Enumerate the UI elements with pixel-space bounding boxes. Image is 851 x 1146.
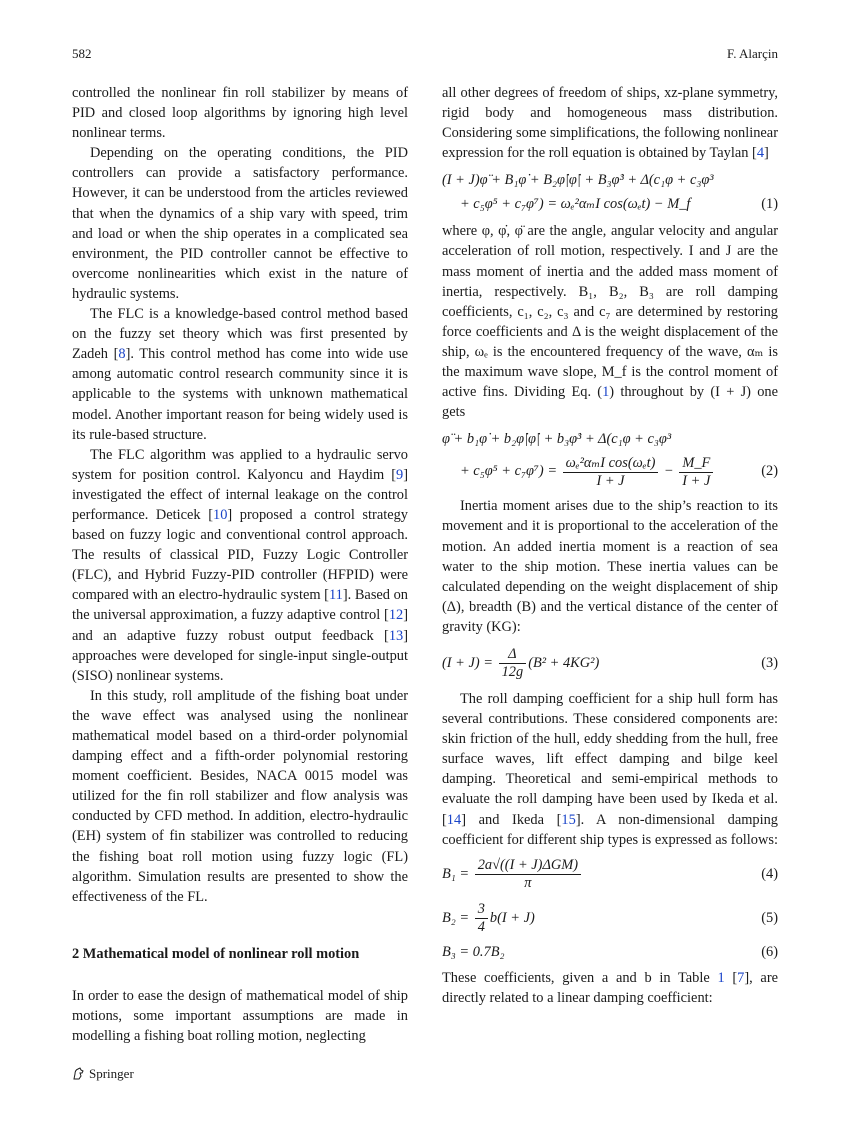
equation-number: (3) [761,654,778,671]
paragraph: all other degrees of freedom of ships, xz-plane symmetry, rigid body and homogeneous mass distribution. Considering some simplifications, the following nonlinear expression for the roll equation is obtained by Taylan [4] [442,85,778,162]
equation-1: (I + J)φ̈ + B₁φ̇ + B₂φ̇|φ̇| + B₃φ̇³ + Δ(c₁φ + c₃φ³ + c₅φ⁵ + c₇φ⁷) = ωₑ²αₘI cos(ωₑt) − M_f (1) [442,168,778,216]
section-heading: 2 Mathematical model of nonlinear roll motion [72,945,360,962]
paragraph: controlled the nonlinear fin roll stabilizer by means of PID and closed loop algorithms by ignoring high level nonlinear terms. [72,85,408,142]
paragraph: These coefficients, given a and b in Table 1 [7], are directly related to a linear damping coefficient: [442,969,778,1006]
paragraph: Inertia moment arises due to the ship’s reaction to its movement and it is proportional to the acceleration of the motion. An added inertia moment is a reaction of sea water to the ship motion. These inertia values can be calculated depending on the weight displacement of ship (Δ), breadth (B) and the vertical distance of the center of gravity (KG): [442,498,778,635]
paragraph: The FLC is a knowledge-based control method based on the fuzzy set theory which was first presented by Zadeh [8]. This control method has come into wide use among automatic control research community since it is applicable to the systems with unknown mathematical model. Another important reason for being widely used is its rule-based structure. [72,306,408,443]
citation-link[interactable]: 7 [737,969,745,986]
right-column [442,83,778,1008]
paragraph: In this study, roll amplitude of the fishing boat under the wave effect was analysed using the nonlinear mathematical model based on a third-order polynomial damping effect and a fifth-order polynomial restoring moment coefficient. Besides, NACA 0015 model was utilized for the fin roll stabilizer and flow analysis was conducted by CFD method. In addition, electro-hydraulic (EH) system of fin stabilizer was controlled to reducing the fishing boat roll motion using fuzzy logic (FL) algorithm. Simulation results are presented to show the effectiveness of the FL. [72,687,408,905]
equation-6: B₃ = 0.7B₂ (6) [442,940,778,964]
citation-link[interactable]: 9 [396,466,404,483]
equation-number: (4) [761,865,778,882]
springer-horse-icon [72,1067,85,1080]
citation-link[interactable]: 15 [561,811,576,828]
paragraph: The roll damping coefficient for a ship hull form has several contributions. These considered components are: skin friction of the hull, eddy shedding from the hull, free surface waves, lift effect damping and bilge keel damping. Theoretical and semi-empirical methods to evaluate the roll damping have been used by Ikeda et al. [14] and Ikeda [15]. A non-dimensional damping coefficient for different ship types is expressed as follows: [442,690,778,848]
citation-link[interactable]: 8 [118,346,126,363]
citation-link[interactable]: 11 [328,587,343,604]
equation-4: B₁ = $\frac{\text{2a√((I + J)ΔGM)}}{\pi}$ (4) [442,854,778,894]
left-column [72,83,408,1046]
paragraph: Depending on the operating conditions, the PID controllers can provide a satisfactory performance. However, it can be understood from the articles reviewed that when the dynamics of a ship vary with speed, trim and load or when the ship operates in a complicated sea environment, the PID controller cannot be effective to overcome nonlinearities which exist in the nature of hydraulic systems. [72,145,408,302]
equation-5: B₂ = $\frac{3}{4}$ b(I + J) (5) [442,898,778,938]
running-header [72,46,778,64]
footer [72,1066,134,1082]
citation-link[interactable]: 1 [717,969,725,986]
publisher-name: Springer [89,1066,134,1081]
equation-3: (I + J) = $\frac{\Delta}{12g}$ (B² + 4KG²) (3) [442,643,778,683]
paragraph: In order to ease the design of mathematical model of ship motions, some important assumptions are made in modelling a fishing boat rolling motion, neglecting [72,987,408,1045]
equation-number: (2) [761,463,778,480]
citation-link[interactable]: 10 [213,506,228,523]
citation-link[interactable]: 1 [602,384,610,401]
citation-link[interactable]: 14 [446,811,462,828]
equation-number: (1) [761,196,778,213]
equation-number: (5) [761,909,778,926]
equation-2: φ̈ + b₁φ̇ + b₂φ̇|φ̇| + b₃φ̇³ + Δ(c₁φ + c₃φ³ + c₅φ⁵ + c₇φ⁷) = $\frac{\text{ωₑ²αₘI cos(ωₑt)}}{I + J}$ − $\frac{M\_F}{I + J}$ (2) [442,427,778,491]
citation-link[interactable]: 4 [756,145,765,162]
running-author: F. Alarçin [727,46,778,61]
paragraph: The FLC algorithm was applied to a hydraulic servo system for position control. Kalyoncu and Haydim [9] investigated the effect of internal leakage on the control performance. Deticek [10] proposed a control strategy based on fuzzy logic and conventional control approach. The results of classical PID, Fuzzy Logic Controller (FLC), and Hybrid Fuzzy-PID controller (HFPID) were compared with an electro-hydraulic system [11]. Based on the universal approximation, a fuzzy adaptive control [12] and an adaptive fuzzy robust output feedback [13] approaches were developed for single-input single-output (SISO) nonlinear systems. [72,446,409,684]
citation-link[interactable]: 12 [388,607,404,624]
paragraph: where φ, φ̇, φ̈ are the angle, angular velocity and angular acceleration of roll motion, respectively. I and J are the mass moment of inertia and the added mass moment of inertia, respectively. B₁, B₂, B₃ are roll damping coefficients, c₁, c₂, c₃ and c₇ are determined by restoring force coefficients and Δ is the weight displacement of the ship, ωₑ is the encountered frequency of the wave, αₘ is the maximum wave slope, M_f is the control moment of active fins. Dividing Eq. (1) throughout by (I + J) one gets [442,223,778,421]
equation-number: (6) [761,943,778,960]
page-number: 582 [72,46,92,61]
citation-link[interactable]: 13 [388,627,404,644]
